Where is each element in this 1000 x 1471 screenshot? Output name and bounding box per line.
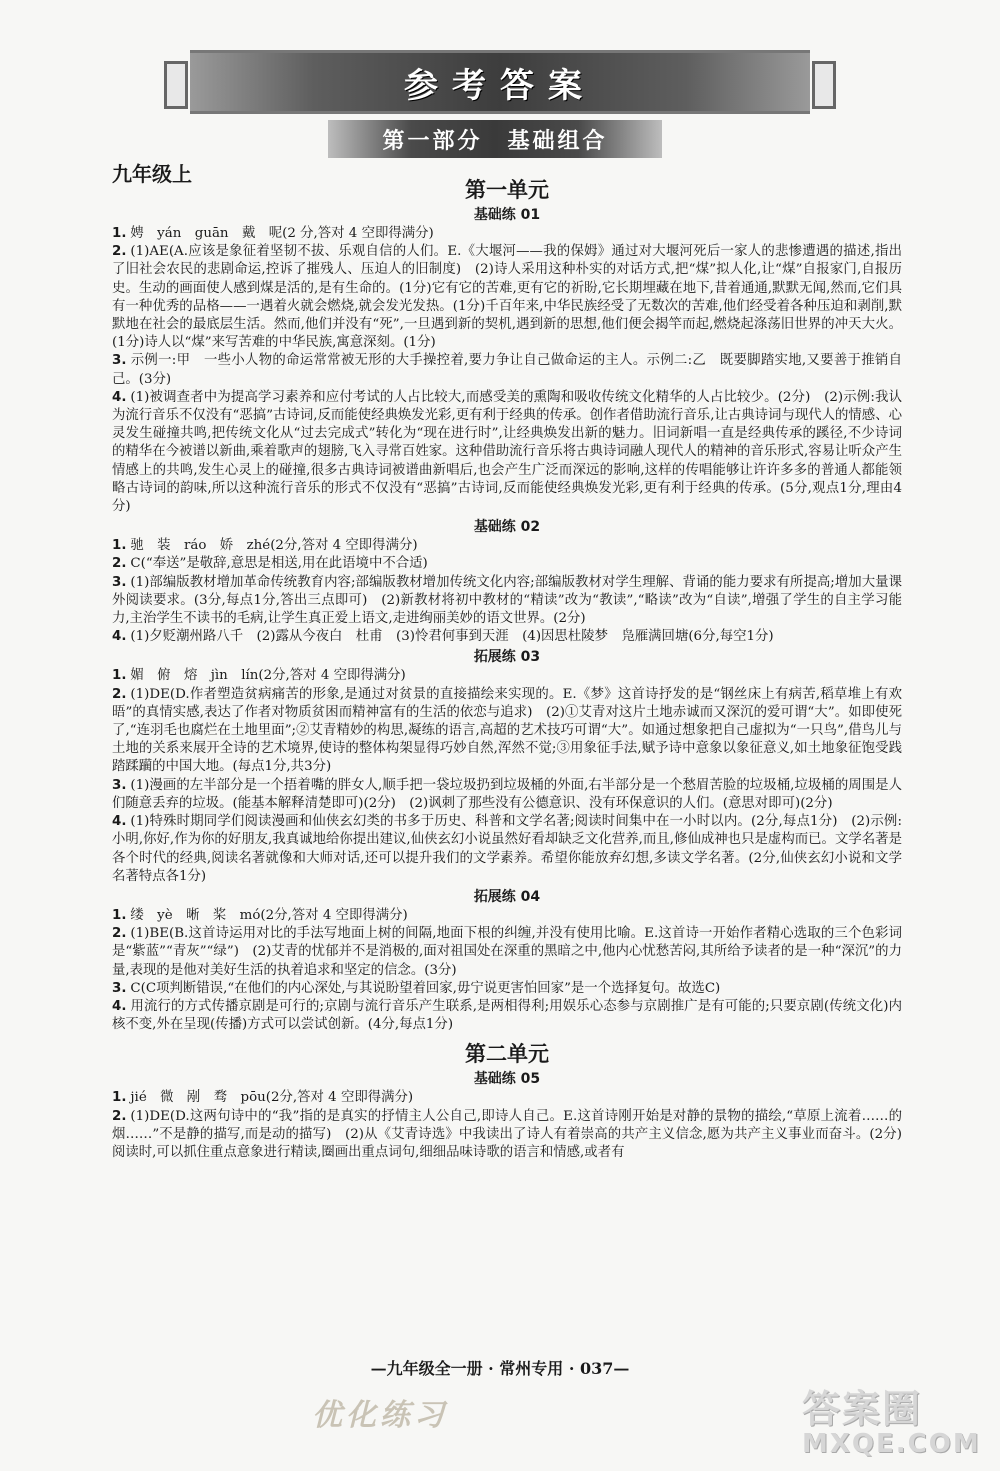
- answer-number: 2.: [112, 556, 127, 572]
- answer-text: 媚 俯 熔 jìn lín(2分,答对 4 空即得满分): [130, 668, 406, 684]
- section-title: 基础练 05: [473, 1071, 541, 1088]
- answer-item: [112, 777, 902, 813]
- answer-item: [112, 1089, 902, 1107]
- title-banner: [190, 50, 810, 114]
- answer-number: 1.: [112, 538, 127, 554]
- answer-number: 3.: [112, 353, 127, 369]
- section-title: 拓展练 04: [473, 888, 541, 905]
- watermark-bottom: MXQE.COM: [802, 1429, 981, 1459]
- answer-number: 2.: [112, 1108, 127, 1124]
- unit-title: 第一单元: [465, 178, 549, 202]
- answer-item: [112, 686, 902, 777]
- answer-number: 2.: [112, 926, 127, 942]
- answer-number: 3.: [112, 777, 127, 793]
- answer-text: (1)DE(D.作者塑造贫病痛苦的形象,是通过对贫景的直接描绘来实现的。E.《梦》这首诗抒发的是“钢丝床上有病苦,稻草堆上有欢晤”的真情实感,表达了作者对物质贫困而精神富有的生活的依恋与追求) (2)①艾青对这片土地赤诚而又深沉的爱可谓“大”。如即使死了,“连羽毛也腐烂在土地里面”;②艾青精妙的构思,凝练的语言,高超的艺术技巧可谓“大”。如通过想象把自己虚拟为“一只鸟”,借鸟儿与土地的关系来展开全诗的艺术境界,使诗的整体构架显得巧妙自然,浑然不觉;③用象征手法,赋予诗中意象以象征意义,如土地象征饱受践踏蹂躏的中国大地。(每点1分,共3分): [112, 686, 902, 775]
- answer-number: 2.: [112, 244, 127, 260]
- page-title: 参考答案: [404, 65, 596, 106]
- answer-item: [112, 1108, 902, 1163]
- answer-number: 4.: [112, 629, 127, 645]
- answer-number: 1.: [112, 226, 127, 241]
- unit-title: 第二单元: [465, 1042, 549, 1067]
- answer-item: [112, 389, 902, 516]
- section-title: 拓展练 03: [473, 649, 541, 666]
- answer-item: [112, 667, 902, 685]
- answer-item: [112, 628, 902, 646]
- answer-text: 驰 装 ráo 娇 zhé(2分,答对 4 空即得满分): [130, 538, 418, 554]
- answer-item: [112, 243, 902, 352]
- answer-number: 3.: [112, 574, 127, 590]
- answer-number: 4.: [112, 814, 127, 830]
- section-title: 基础练 02: [473, 519, 541, 536]
- answer-item: [112, 980, 902, 998]
- section-title: 基础练 01: [473, 207, 541, 223]
- part-banner: [328, 120, 662, 158]
- answer-text: jié 微 剐 骛 pōu(2分,答对 4 空即得满分): [130, 1090, 414, 1106]
- answer-text: (1)夕贬潮州路八千 (2)露从今夜白 杜甫 (3)怜君何事到天涯 (4)因思杜陵梦 凫雁满回塘(6分,每空1分): [130, 629, 774, 645]
- answer-item: [112, 907, 902, 925]
- answer-item: [112, 555, 902, 573]
- answer-text: 用流行的方式传播京剧是可行的;京剧与流行音乐产生联系,是两相得利;用娱乐心态参与京剧推广是有可能的;只要京剧(传统文化)内核不变,外在呈现(传播)方式可以尝试创新。(4分,每点1分): [112, 998, 902, 1033]
- answer-item: [112, 225, 902, 243]
- answer-text: (1)BE(B.这首诗运用对比的手法写地面上树的间隔,地面下根的纠缠,并没有使用比喻。E.这首诗一开始作者精心选取的三个色彩词是“紫蓝”“青灰”“绿”) (2)艾青的忧郁并不是消极的,面对祖国处在深重的黑暗之中,他内心忧愁苦闷,其所给予读者的是一种“深沉”的力量,表现的是他对美好生活的执着追求和坚定的信念。(3分): [112, 926, 902, 978]
- answer-item: [112, 925, 902, 980]
- grade-label: 九年级上: [112, 162, 192, 186]
- answer-text: (1)AE(A.应该是象征着坚韧不拔、乐观自信的人们。E.《大堰河——我的保姆》通过对大堰河死后一家人的悲惨遭遇的描述,指出了旧社会农民的悲剧命运,控诉了摧残人、压迫人的旧制度) (2)诗人采用这种朴实的对话方式,把“煤”拟人化,让“煤”自报家门,自报历史。生动的画面使人感到煤是活的,是有生命的。(1分)它有它的苦难,更有它的祈盼,它长期埋藏在地下,昔着通通,默默无闻,然而,它们具有一种优秀的品格——一遇着火就会燃烧,就会发光发热。(1分)千百年来,中华民族经受了无数次的苦难,他们经受着各种压迫和剥削,默默地在社会的最底层生活。然而,他们并没有“死”,一旦遇到新的契机,遇到新的思想,他们便会揭竿而起,燃烧起涤荡旧世界的冲天大火。(1分)诗人以“煤”来写苦难的中华民族,寓意深刻。(1分): [112, 244, 902, 351]
- answer-item: [112, 537, 902, 555]
- answer-text: (1)被调查者中为提高学习素养和应付考试的人占比较大,而感受美的熏陶和吸收传统文化精华的人占比较少。(2分) (2)示例:我认为流行音乐不仅没有“恶搞”古诗词,反而能使经典焕发光彩,更有利于经典的传承。创作者借助流行音乐,让古典诗词与现代人的情感、心灵发生碰撞共鸣,把传统文化从“过去完成式”转化为“现在进行时”,让经典焕发出新的魅力。旧词新唱一直是经典传承的蹊径,不少诗词的精华在今被谱以新曲,乘着歌声的翅膀,飞入寻常百姓家。这种借助流行音乐将古典诗词融人现代人的精神的音乐形式,容易让听众产生情感上的共鸣,发生心灵上的碰撞,很多古典诗词被谱曲新唱后,也会产生广泛而深远的影响,这样的传唱能够让许许多多的普通人都能领略古诗词的韵味,所以这种流行音乐的形式不仅没有“恶搞”古诗词,反而能使经典焕发光彩,更有利于经典的传承。(5分,观点1分,理由4分): [112, 389, 902, 515]
- answer-number: 4.: [112, 389, 127, 405]
- page-footer: —九年级全一册 · 常州专用 · 037—: [370, 1359, 630, 1378]
- answer-text: C(“奉送”是敬辞,意思是相送,用在此语境中不合适): [130, 556, 428, 572]
- answer-item: [112, 574, 902, 629]
- answer-text: 缕 yè 晰 桨 mó(2分,答对 4 空即得满分): [130, 907, 408, 923]
- faded-stamp: 优化练习: [312, 1398, 448, 1433]
- part-title: 第一部分 基础组合: [382, 127, 608, 154]
- watermark-top: 答案圈: [802, 1387, 923, 1431]
- watermark-logo: [802, 1378, 982, 1459]
- answer-item: [112, 352, 902, 388]
- answer-text: 示例一:甲 一些小人物的命运常常被无形的大手操控着,要力争让自己做命运的主人。示例二:乙 既要脚踏实地,又要善于推销自己。(3分): [112, 353, 902, 387]
- answer-number: 3.: [112, 980, 127, 996]
- answer-number: 4.: [112, 998, 127, 1014]
- answer-number: 1.: [112, 907, 127, 923]
- answer-content: [112, 172, 902, 1162]
- answer-number: 2.: [112, 686, 127, 702]
- answer-text: (1)部编版教材增加革命传统教育内容;部编版教材增加传统文化内容;部编版教材对学生理解、背诵的能力要求有所提高;增加大量课外阅读要求。(3分,每点1分,答出三点即可) (2)新教材将初中教材的“精读”改为“教读”,“略读”改为“自读”,增强了学生的自主学习能力,主治学生不读书的毛病,让学生真正爱上语文,走进绚丽美妙的语文世界。(2分): [112, 574, 902, 627]
- answer-item: [112, 998, 902, 1034]
- answer-item: [112, 813, 902, 886]
- answer-text: (1)漫画的左半部分是一个捂着嘴的胖女人,顺手把一袋垃圾扔到垃圾桶的外面,右半部分是一个愁眉苦脸的垃圾桶,垃圾桶的周围是人们随意丢弃的垃圾。(能基本解释清楚即可)(2分) (2)讽刺了那些没有公德意识、没有环保意识的人们。(意思对即可)(2分): [112, 777, 902, 811]
- answer-number: 1.: [112, 668, 127, 684]
- answer-text: (1)DE(D.这两句诗中的“我”指的是真实的抒情主人公自己,即诗人自己。E.这首诗刚开始是对静的景物的描绘,“草原上流着……的烟……”不是静的描写,而是动的描写) (2)从《艾青诗选》中我读出了诗人有着崇高的共产主义信念,愿为共产主义事业而奋斗。(2分)阅读时,可以抓住重点意象进行精读,圈画出重点词句,细细品味诗歌的语言和情感,或者有: [112, 1108, 902, 1160]
- answer-number: 1.: [112, 1090, 127, 1106]
- answer-text: 娉 yán guān 戴 呢(2 分,答对 4 空即得满分): [130, 226, 434, 241]
- answer-text: C(C项判断错误,“在他们的内心深处,与其说盼望着回家,毋宁说更害怕回家”是一个选择复句。故选C): [130, 980, 721, 996]
- answer-text: (1)特殊时期同学们阅读漫画和仙侠玄幻类的书多于历史、科普和文学名著;阅读时间集中在一小时以内。(2分,每点1分) (2)示例:小明,你好,作为你的好朋友,我真诚地给你提出建议,仙侠玄幻小说虽然好看却缺乏文化营养,而且,修仙成神也只是虚构而已。文学名著是各个时代的经典,阅读名著就像和大师对话,还可以提升我们的文学素养。希望你能放弃幻想,多读文学名著。(2分,仙侠玄幻小说和文学名著特点各1分): [112, 814, 902, 884]
